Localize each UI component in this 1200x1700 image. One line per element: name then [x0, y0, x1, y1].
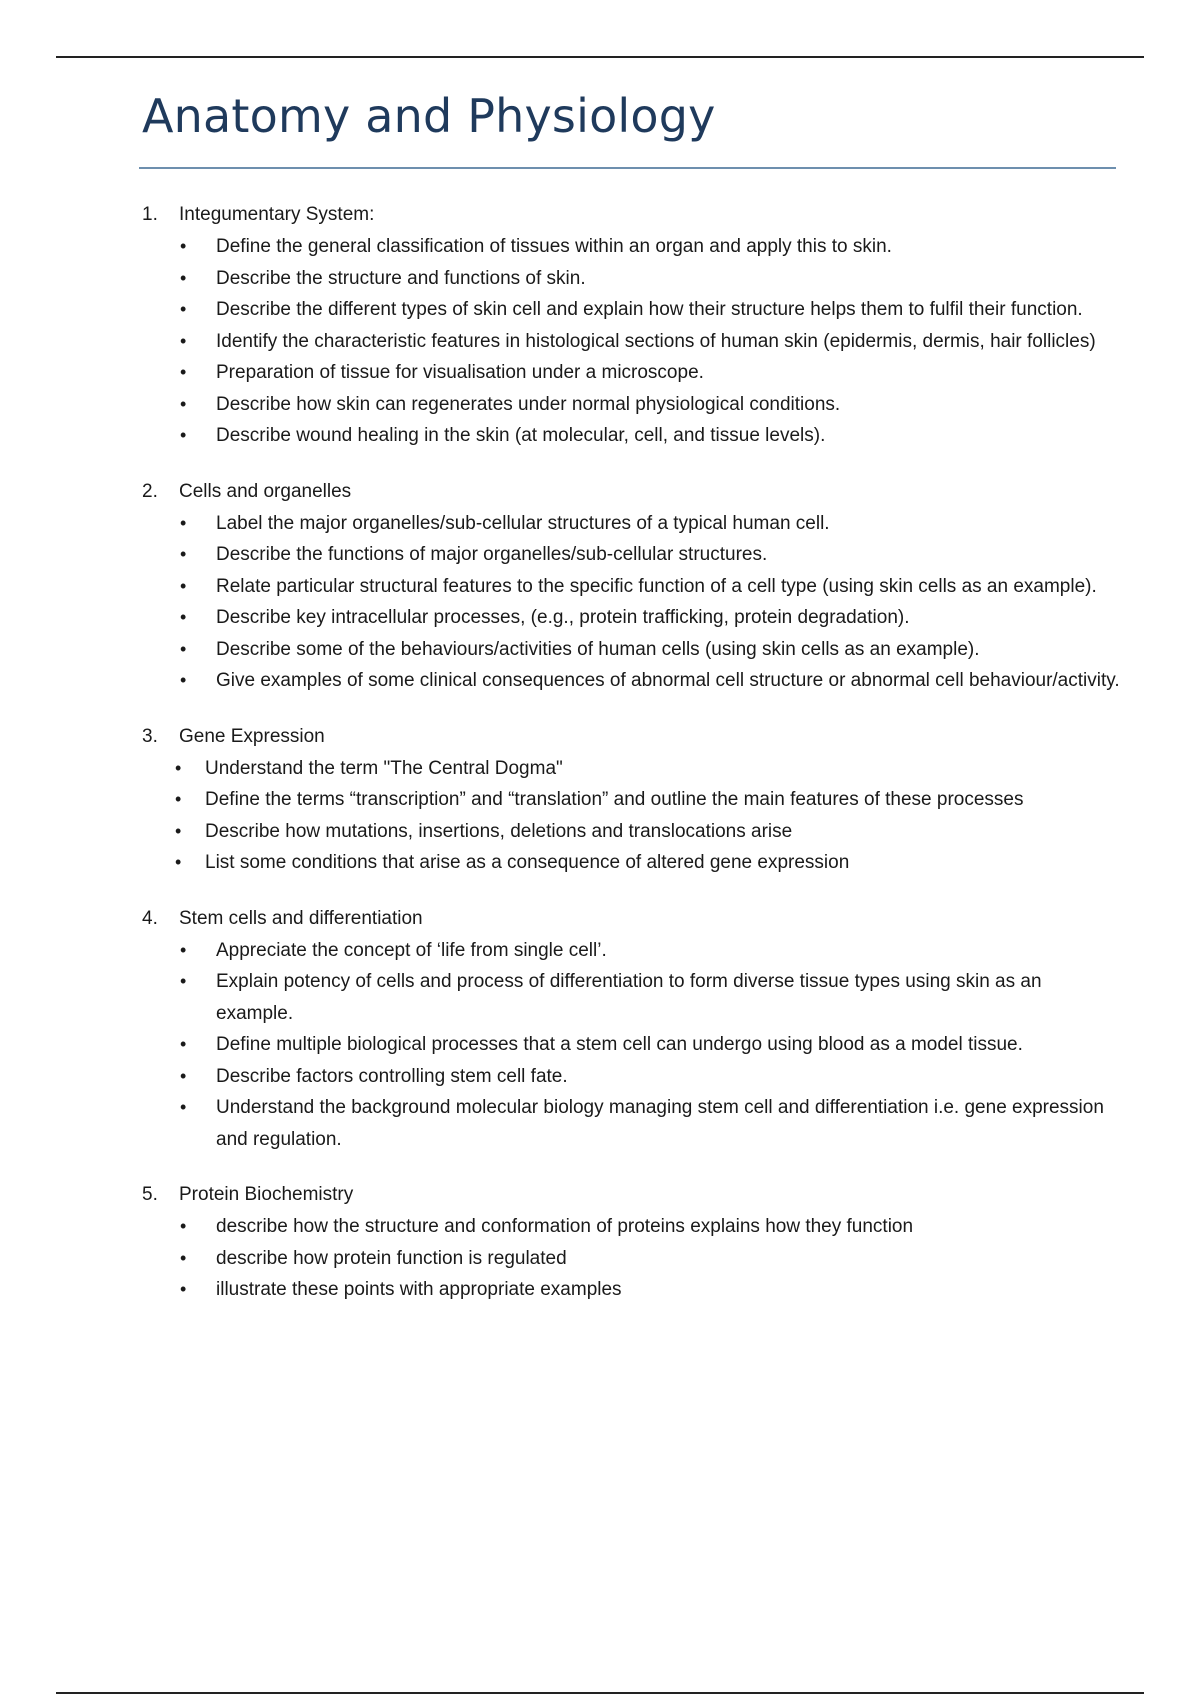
bullet-icon: •: [180, 362, 187, 382]
section-number: 2.: [142, 480, 158, 502]
bullet-icon: •: [180, 299, 187, 319]
section-heading: [142, 476, 1122, 508]
bullet-icon: •: [180, 330, 187, 351]
list-item: [180, 602, 1122, 634]
bullet-list: [142, 231, 1122, 452]
learning-outcomes-list: [142, 199, 1122, 1330]
bullet-icon: •: [180, 393, 187, 414]
list-item: [180, 571, 1122, 603]
bullet-icon: •: [180, 1097, 187, 1117]
list-item: [180, 634, 1122, 666]
list-item-text: Describe how skin can regenerates under normal physiological conditions.: [216, 393, 841, 415]
list-item: [180, 326, 1122, 358]
section-cells-and-organelles: [142, 476, 1122, 697]
list-item: [175, 753, 1122, 785]
section-heading: [142, 199, 1122, 231]
section-number: 3.: [142, 725, 158, 747]
list-item-text: Describe the structure and functions of skin.: [216, 267, 586, 289]
bullet-icon: •: [180, 236, 187, 256]
list-item: [180, 294, 1122, 326]
section-title: Stem cells and differentiation: [179, 907, 423, 929]
section-number: 5.: [142, 1184, 158, 1205]
section-heading: [142, 1179, 1122, 1211]
list-item: [180, 389, 1122, 421]
bullet-icon: •: [180, 512, 187, 533]
page-title: Anatomy and Physiology: [142, 89, 716, 143]
section-title: Gene Expression: [179, 725, 325, 747]
list-item-text: Preparation of tissue for visualisation under a microscope.: [216, 362, 704, 383]
bullet-icon: •: [180, 425, 187, 445]
list-item-text: describe how the structure and conformation of proteins explains how they function: [216, 1216, 914, 1237]
section-stem-cells-and-differentiation: [142, 903, 1122, 1156]
list-item: [180, 420, 1122, 452]
bullet-icon: •: [180, 638, 187, 659]
bullet-icon: •: [180, 1065, 187, 1086]
list-item: [180, 665, 1122, 697]
list-item: [180, 508, 1122, 540]
bullet-icon: •: [175, 852, 182, 872]
list-item-text: Explain potency of cells and process of differentiation to form diverse tissue types using skin as an example.: [216, 971, 1042, 1024]
section-gene-expression: [142, 721, 1122, 879]
bullet-icon: •: [180, 575, 187, 596]
page-top-rule: [56, 56, 1144, 58]
list-item-text: List some conditions that arise as a consequence of altered gene expression: [205, 852, 850, 873]
bullet-icon: •: [175, 820, 182, 841]
list-item: [175, 847, 1122, 879]
list-item-text: Define the general classification of tissues within an organ and apply this to skin.: [216, 236, 892, 257]
section-number: 1.: [142, 204, 158, 225]
list-item-text: Describe key intracellular processes, (e.g., protein trafficking, protein degradation).: [216, 607, 910, 628]
bullet-icon: •: [180, 971, 187, 991]
bullet-icon: •: [175, 757, 182, 778]
list-item-text: Describe the functions of major organelles/sub-cellular structures.: [216, 544, 768, 565]
list-item: [180, 1274, 1122, 1306]
bullet-list: [142, 753, 1122, 879]
list-item: [180, 1211, 1122, 1243]
list-item: [175, 784, 1122, 816]
section-heading: [142, 903, 1122, 935]
list-item-text: Define the terms “transcription” and “translation” and outline the main features of these processes: [205, 789, 1024, 810]
section-protein-biochemistry: [142, 1179, 1122, 1306]
page-bottom-rule: [56, 1692, 1144, 1694]
list-item-text: Give examples of some clinical consequences of abnormal cell structure or abnormal cell behaviour/activity.: [216, 670, 1120, 691]
bullet-list: [142, 935, 1122, 1156]
list-item-text: Understand the background molecular biology managing stem cell and differentiation i.e. gene expression and regulation.: [216, 1097, 1104, 1150]
list-item-text: Describe some of the behaviours/activities of human cells (using skin cells as an example).: [216, 638, 980, 660]
bullet-icon: •: [180, 267, 187, 288]
title-underline: [139, 167, 1116, 169]
list-item: [180, 1029, 1122, 1061]
list-item: [180, 357, 1122, 389]
bullet-icon: •: [180, 1247, 187, 1268]
bullet-list: [142, 1211, 1122, 1306]
list-item-text: Appreciate the concept of ‘life from single cell’.: [216, 939, 607, 961]
list-item-text: Identify the characteristic features in histological sections of human skin (epidermis, dermis, hair follicles): [216, 330, 1096, 352]
section-integumentary-system: [142, 199, 1122, 452]
bullet-list: [142, 508, 1122, 697]
bullet-icon: •: [180, 1279, 187, 1299]
list-item-text: Describe how mutations, insertions, deletions and translocations arise: [205, 820, 793, 842]
section-heading: [142, 721, 1122, 753]
list-item-text: Describe factors controlling stem cell fate.: [216, 1065, 568, 1087]
bullet-icon: •: [180, 544, 187, 564]
section-title: Protein Biochemistry: [179, 1184, 354, 1205]
section-number: 4.: [142, 907, 158, 929]
list-item: [180, 1061, 1122, 1093]
bullet-icon: •: [180, 939, 187, 960]
bullet-icon: •: [175, 789, 182, 809]
list-item: [180, 263, 1122, 295]
section-title: Cells and organelles: [179, 480, 352, 502]
bullet-icon: •: [180, 1216, 187, 1236]
list-item-text: describe how protein function is regulated: [216, 1247, 567, 1269]
list-item-text: illustrate these points with appropriate examples: [216, 1279, 622, 1300]
list-item: [180, 1243, 1122, 1275]
list-item-text: Understand the term "The Central Dogma": [205, 757, 563, 779]
list-item: [180, 1092, 1122, 1155]
list-item: [180, 231, 1122, 263]
list-item-text: Relate particular structural features to the specific function of a cell type (using skin cells as an example).: [216, 575, 1097, 597]
list-item: [175, 816, 1122, 848]
list-item-text: Describe the different types of skin cell and explain how their structure helps them to fulfil their function.: [216, 299, 1083, 320]
list-item-text: Label the major organelles/sub-cellular structures of a typical human cell.: [216, 512, 830, 534]
list-item-text: Define multiple biological processes that a stem cell can undergo using blood as a model tissue.: [216, 1034, 1023, 1055]
section-title: Integumentary System:: [179, 204, 375, 225]
list-item: [180, 539, 1122, 571]
bullet-icon: •: [180, 670, 187, 690]
bullet-icon: •: [180, 1034, 187, 1054]
list-item: [180, 966, 1122, 1029]
bullet-icon: •: [180, 607, 187, 627]
list-item-text: Describe wound healing in the skin (at molecular, cell, and tissue levels).: [216, 425, 826, 446]
list-item: [180, 935, 1122, 967]
